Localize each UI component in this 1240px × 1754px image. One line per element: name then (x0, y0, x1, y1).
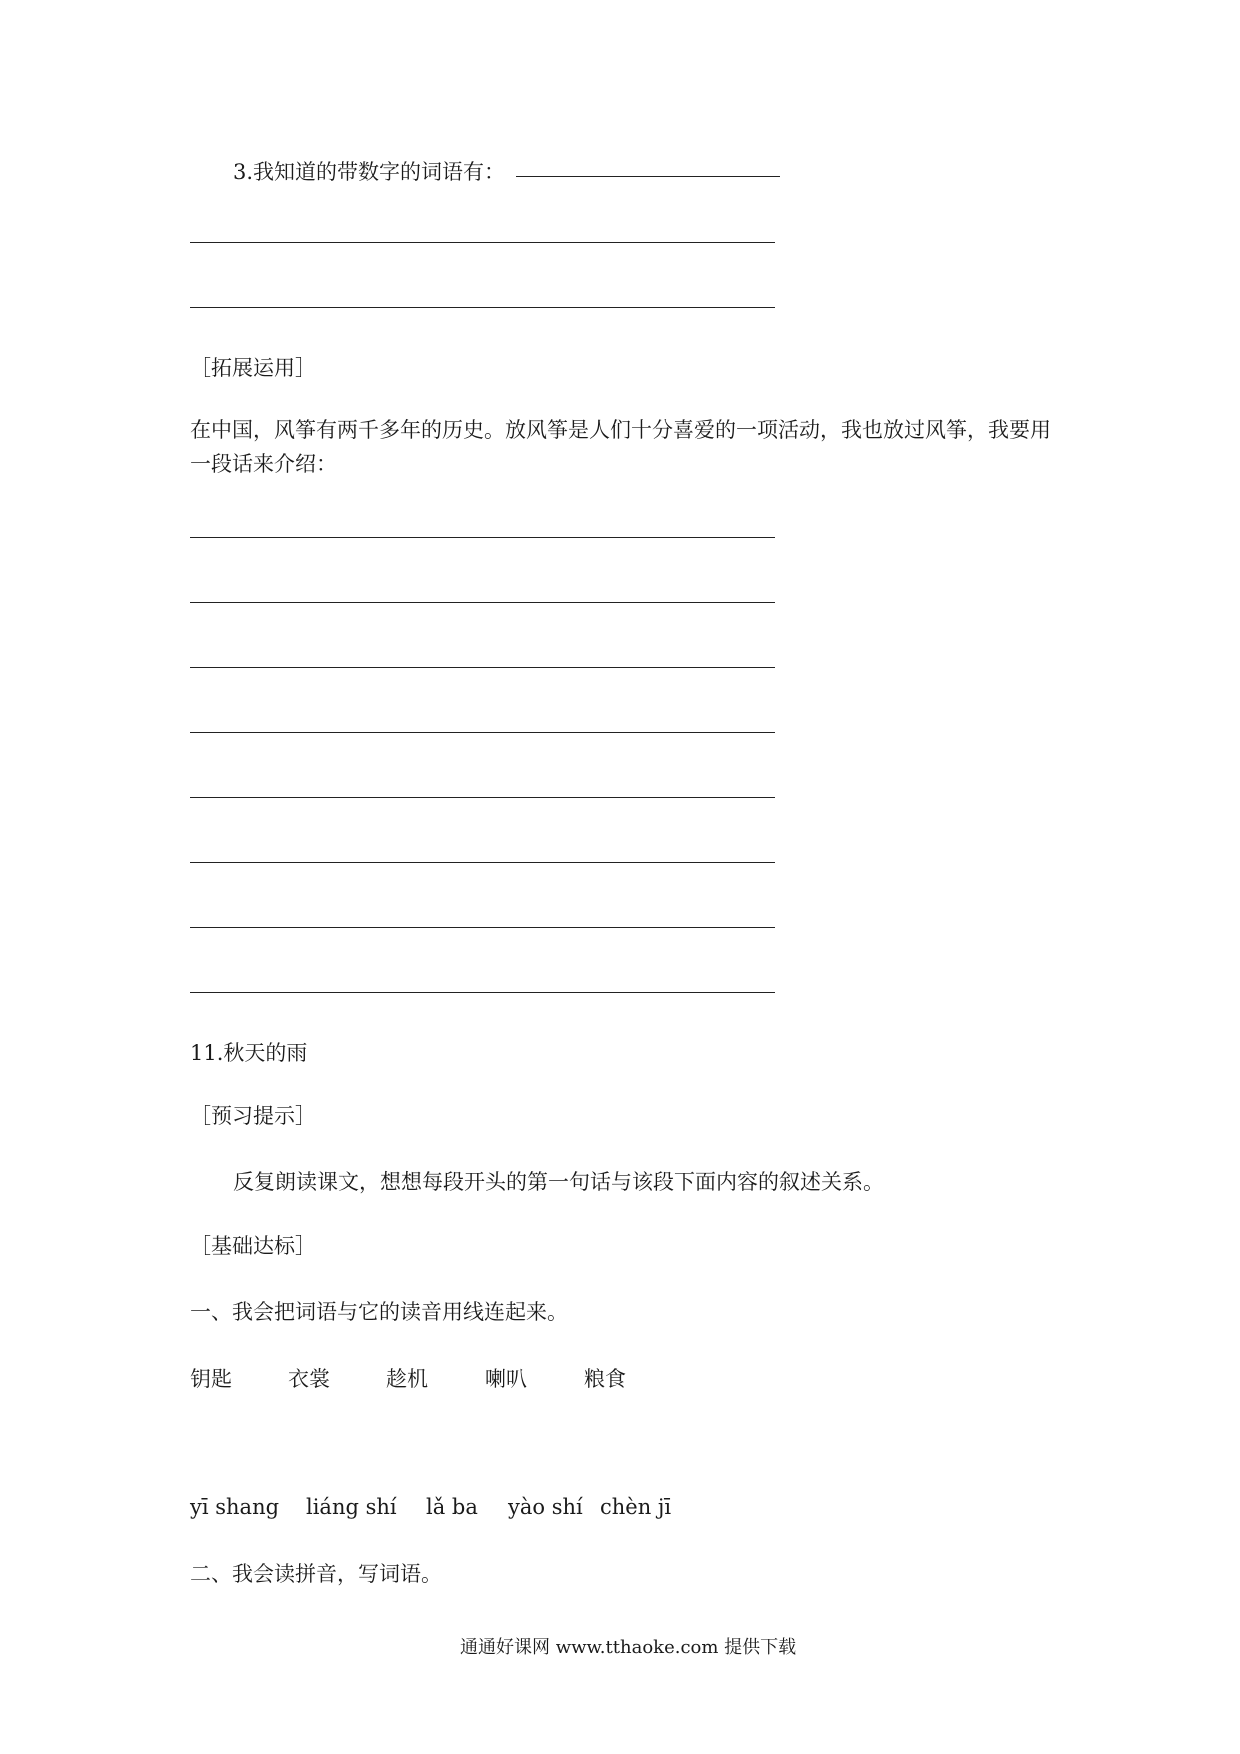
basic-heading: ［基础达标］ (190, 1234, 316, 1258)
q3-answer-line[interactable] (190, 307, 775, 308)
extension-heading: ［拓展运用］ (190, 356, 316, 380)
extension-answer-line[interactable] (190, 862, 775, 863)
extension-answer-line[interactable] (190, 732, 775, 733)
task2-instruction: 二、我会读拼音，写词语。 (190, 1562, 442, 1586)
preview-text: 反复朗读课文，想想每段开头的第一句话与该段下面内容的叙述关系。 (233, 1170, 884, 1194)
q3-answer-line-inline[interactable] (516, 176, 780, 177)
word-item[interactable]: 钥匙 (190, 1367, 232, 1391)
task1-instruction: 一、我会把词语与它的读音用线连起来。 (190, 1300, 568, 1324)
extension-answer-line[interactable] (190, 667, 775, 668)
word-item[interactable]: 衣裳 (288, 1367, 330, 1391)
extension-answer-line[interactable] (190, 602, 775, 603)
extension-answer-line[interactable] (190, 927, 775, 928)
extension-answer-line[interactable] (190, 797, 775, 798)
lesson-title: 11.秋天的雨 (190, 1041, 308, 1065)
pinyin-item[interactable]: chèn jī (600, 1495, 672, 1519)
pinyin-item[interactable]: lǎ ba (426, 1495, 478, 1519)
extension-paragraph: 在中国，风筝有两千多年的历史。放风筝是人们十分喜爱的一项活动，我也放过风筝，我要用一段话来介绍： (190, 418, 1051, 476)
pinyin-item[interactable]: liáng shí (306, 1495, 397, 1519)
pinyin-item[interactable]: yī shang (190, 1495, 280, 1519)
extension-answer-line[interactable] (190, 537, 775, 538)
q3-label: 3.我知道的带数字的词语有： (233, 160, 506, 184)
word-item[interactable]: 趁机 (386, 1367, 428, 1391)
word-item[interactable]: 喇叭 (485, 1367, 527, 1391)
page-footer: 通通好课网 www.tthaoke.com 提供下载 (460, 1637, 797, 1658)
extension-answer-line[interactable] (190, 992, 775, 993)
word-item[interactable]: 粮食 (584, 1367, 626, 1391)
preview-heading: ［预习提示］ (190, 1104, 316, 1128)
pinyin-item[interactable]: yào shí (508, 1495, 583, 1519)
q3-answer-line[interactable] (190, 242, 775, 243)
